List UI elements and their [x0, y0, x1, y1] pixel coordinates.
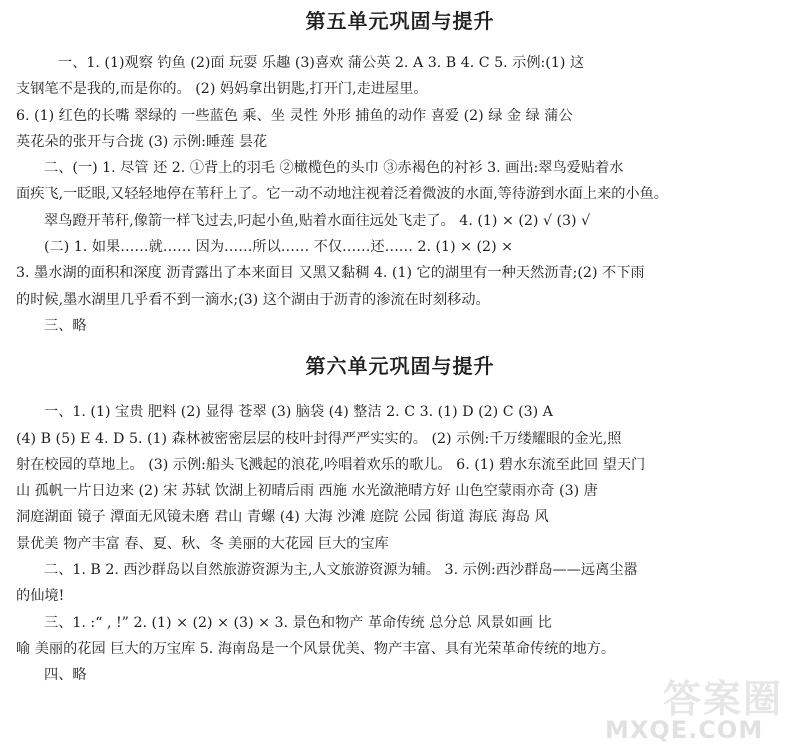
section6-line: 喻 美丽的花园 巨大的万宝库 5. 海南岛是一个风景优美、物产丰富、具有光荣革命传统的地方。 — [16, 640, 616, 657]
section6-line: 三、1. :“ , !” 2. (1) × (2) × (3) × 3. 景色和物产 革命传统 总分总 风景如画 比 — [44, 614, 552, 631]
section6-line: 二、1. B 2. 西沙群岛以自然旅游资源为主,人文旅游资源为辅。 3. 示例:西沙群岛——远离尘嚣 — [44, 562, 638, 579]
section5-line: (二) 1. 如果……就…… 因为……所以…… 不仅……还…… 2. (1) × (2) × — [44, 239, 514, 256]
section5-line: 一、1. (1)观察 钓鱼 (2)面 玩耍 乐趣 (3)喜欢 蒲公英 2. A 3. B 4. C 5. 示例:(1) 这 — [58, 55, 585, 71]
section6-line: 射在校园的草地上。 (3) 示例:船头飞溅起的浪花,吟唱着欢乐的歌儿。 6. (1) 碧水东流至此回 望天门 — [16, 456, 646, 473]
section5-line: 英花朵的张开与合拢 (3) 示例:睡莲 昙花 — [16, 133, 268, 150]
section5-line: 支钢笔不是我的,而是你的。 (2) 妈妈拿出钥匙,打开门,走进屋里。 — [16, 81, 428, 98]
section6-line: 洞庭湖面 镜子 潭面无风镜未磨 君山 青螺 (4) 大海 沙滩 庭院 公园 街道 海底 海岛 风 — [16, 509, 549, 526]
section5-title: 第五单元巩固与提升 — [305, 9, 495, 33]
section6-line: 一、1. (1) 宝贵 肥料 (2) 显得 苍翠 (3) 脑袋 (4) 整洁 2. C 3. (1) D (2) C (3) A — [44, 404, 553, 421]
section6-line: 四、略 — [44, 667, 87, 684]
section5-body — [0, 50, 800, 339]
section6-title: 第六单元巩固与提升 — [305, 354, 495, 379]
section6-line: 景优美 物产丰富 春、夏、秋、冬 美丽的大花园 巨大的宝库 — [16, 535, 389, 552]
section5-line: 二、(一) 1. 尽管 还 2. ①背上的羽毛 ②橄榄色的头巾 ③赤褐色的衬衫 3. 画出:翠鸟爱贴着水 — [44, 160, 624, 177]
section6-body — [0, 399, 800, 688]
watermark-site: MXQE.COM — [605, 716, 764, 744]
section5-line: 6. (1) 红色的长嘴 翠绿的 一些蓝色 乘、坐 灵性 外形 捕鱼的动作 喜爱 (2) 绿 金 绿 蒲公 — [16, 107, 573, 124]
section6-line: 的仙境! — [16, 588, 65, 605]
watermark-text: 答案圈 — [663, 677, 784, 721]
section6-line: (4) B (5) E 4. D 5. (1) 森林被密密层层的枝叶封得严严实实的。 (2) 示例:千万缕耀眼的金光,照 — [16, 430, 622, 447]
section5-line: 3. 墨水湖的面积和深度 沥青露出了本来面目 又黑又黏稠 4. (1) 它的湖里有一种天然沥青;(2) 不下雨 — [16, 265, 645, 282]
section5-line: 的时候,墨水湖里几乎看不到一滴水;(3) 这个湖由于沥青的渗流在时刻移动。 — [16, 291, 490, 308]
section5-line: 三、略 — [44, 317, 87, 334]
section5-line: 翠鸟蹬开苇秆,像箭一样飞过去,叼起小鱼,贴着水面往远处飞走了。 4. (1) × (2) √ (3) √ — [44, 212, 591, 229]
section6-line: 山 孤帆一片日边来 (2) 宋 苏轼 饮湖上初晴后雨 西施 水光潋滟晴方好 山色空蒙雨亦奇 (3) 唐 — [16, 483, 598, 500]
section5-line: 面疾飞,一眨眼,又轻轻地停在苇秆上了。它一动不动地注视着泛着微波的水面,等待游到水面上来的小鱼。 — [16, 186, 668, 203]
